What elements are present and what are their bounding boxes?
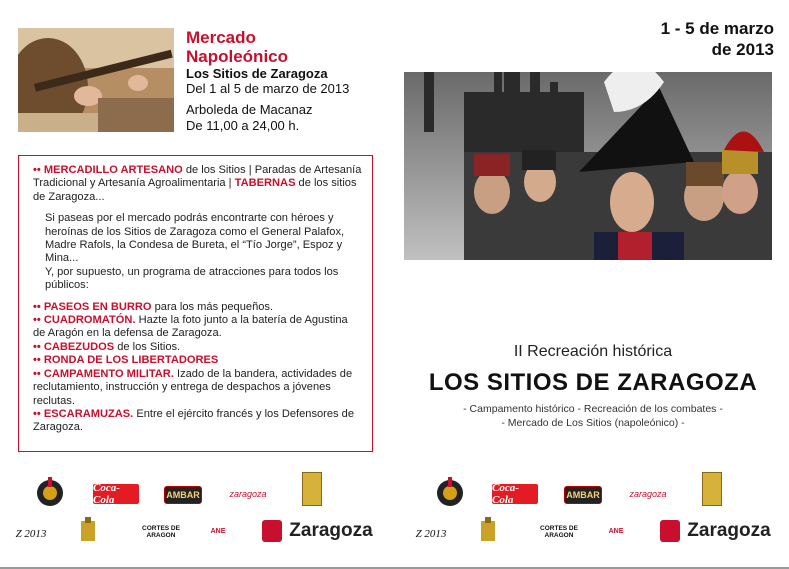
emblem-icon: [78, 516, 98, 546]
zaragoza-lion-icon: [660, 520, 680, 542]
ambar-logo: AMBAR: [564, 486, 602, 504]
emblem-icon: [478, 516, 498, 546]
title-block: [186, 28, 386, 134]
ane-logo: ANE: [608, 527, 624, 535]
zaragoza-lion-icon: [262, 520, 282, 542]
event-details: [404, 402, 782, 430]
reenactment-photo: [404, 72, 772, 260]
hours: De 11,00 a 24,00 h.: [186, 118, 300, 133]
zaragoza-logo: Zaragoza: [687, 520, 771, 541]
zaragoza-logo-small: zaragoza: [629, 489, 667, 499]
program-list: [33, 301, 362, 435]
right-panel: [394, 0, 789, 569]
intro-item: •• MERCADILLO ARTESANO de los Sitios | Paradas de Artesanía Tradicional y Artesanía Agroalimentaria | TABERNAS de los sitios de Zaragoza...: [33, 164, 362, 203]
date-block: [604, 18, 774, 60]
event-title: LOS SITIOS DE ZARAGOZA: [428, 369, 758, 396]
z2013-logo: Z 2013: [15, 528, 47, 540]
title-line1: Mercado: [186, 28, 256, 47]
shield-icon: [302, 472, 322, 506]
cocacola-logo: Coca-Cola: [93, 484, 139, 504]
intro-paragraph: Si paseas por el mercado podrás encontrarte con héroes y heroínas de los Sitios de Zaragoza como el General Palafox, Madre Rafols, la Condesa de Bureta, el “Tío Jorge”, Espoz y Mina...: [45, 212, 345, 265]
program-item: •• PASEOS EN BURRO para los más pequeños.: [33, 300, 274, 313]
date-line1: 1 - 5 de marzo: [660, 19, 774, 38]
cocacola-logo: Coca-Cola: [492, 484, 538, 504]
cortes-logo: CORTES DE ARAGON: [142, 525, 180, 539]
program-item: •• CABEZUDOS de los Sitios.: [33, 340, 181, 353]
seal-icon: [34, 476, 66, 510]
cortes-logo: CORTES DE ARAGON: [540, 525, 578, 539]
seal-icon: [434, 476, 466, 510]
title-line2: Napoleónico: [186, 47, 289, 66]
event-subtitle: II Recreación histórica: [513, 343, 673, 360]
z2013-logo: Z 2013: [415, 528, 447, 540]
details-line2: - Mercado de Los Sitios (napoleónico) -: [501, 417, 685, 429]
date-line2: de 2013: [711, 40, 774, 59]
dates: Del 1 al 5 de marzo de 2013: [186, 81, 350, 96]
ambar-logo: AMBAR: [164, 486, 202, 504]
intro-paragraph-2: Y, por supuesto, un programa de atracciones para todos los públicos:: [45, 265, 339, 292]
zaragoza-logo: Zaragoza: [289, 520, 373, 541]
left-panel: [0, 0, 394, 569]
program-item: •• CAMPAMENTO MILITAR. Izado de la bandera, actividades de reclutamiento, instrucción y entrega de despachos a jóvenes reclutas.: [33, 367, 353, 407]
details-line1: - Campamento histórico - Recreación de los combates -: [463, 403, 723, 415]
sponsor-logos-right: [394, 470, 788, 565]
subtitle: Los Sitios de Zaragoza: [186, 66, 328, 81]
shield-icon: [702, 472, 722, 506]
sponsor-logos: [0, 470, 394, 565]
ane-logo: ANE: [210, 527, 226, 535]
zaragoza-logo-small: zaragoza: [229, 489, 267, 499]
program-item: •• CUADROMATÓN. Hazte la foto junto a la batería de Agustina de Aragón en la defensa de Zaragoza.: [33, 314, 348, 340]
program-item: •• RONDA DE LOS LIBERTADORES: [33, 354, 219, 367]
place: Arboleda de Macanaz: [186, 102, 313, 117]
program-box: [18, 155, 373, 452]
musket-photo: [18, 28, 174, 132]
program-item: •• ESCARAMUZAS. Entre el ejército francés y los Defensores de Zaragoza.: [33, 407, 354, 434]
